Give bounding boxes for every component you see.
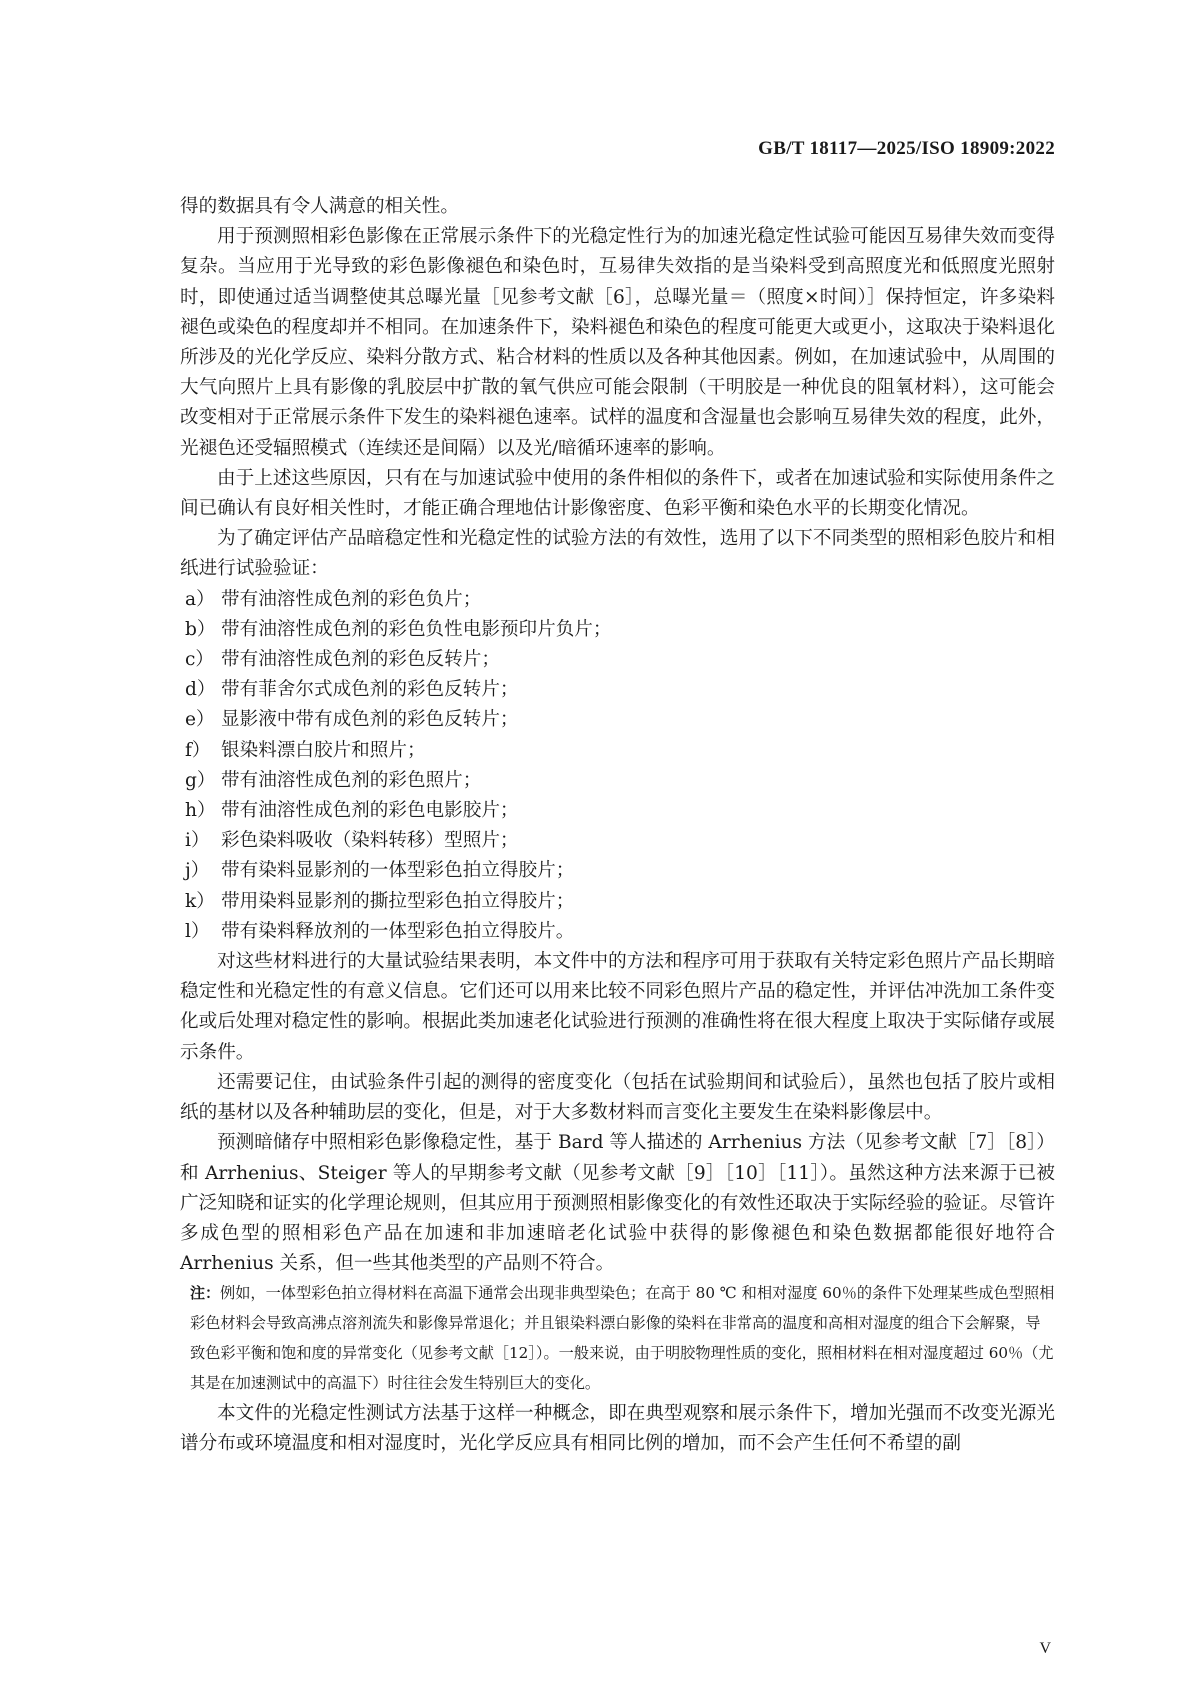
paragraph-density-change: 还需要记住，由试验条件引起的测得的密度变化（包括在试验期间和试验后），虽然也包括了胶片或相纸的基材以及各种辅助层的变化，但是，对于大多数材料而言变化主要发生在染料影像层中。	[180, 1071, 1055, 1124]
list-item-label: f）	[185, 739, 211, 761]
list-item	[180, 766, 1055, 796]
list-item	[180, 826, 1055, 856]
list-item	[180, 856, 1055, 886]
list-item-text: 带用染料显影剂的撕拉型彩色拍立得胶片；	[221, 890, 575, 912]
list-item-text: 带有油溶性成色剂的彩色反转片；	[221, 649, 500, 671]
list-item-label: l）	[185, 920, 210, 942]
list-item-text: 带有油溶性成色剂的彩色照片；	[221, 769, 482, 791]
list-item-text: 彩色染料吸收（染料转移）型照片；	[221, 830, 519, 852]
list-item-label: d）	[185, 679, 216, 701]
material-list	[180, 585, 1055, 947]
list-item-text: 带有油溶性成色剂的彩色电影胶片；	[221, 800, 519, 822]
list-item	[180, 705, 1055, 735]
paragraph-arrhenius: 预测暗储存中照相彩色影像稳定性，基于 Bard 等人描述的 Arrhenius 方法（见参考文献［7］［8］）和 Arrhenius、Steiger 等人的早期参考文献（见参考文献［9］［10］［11］）。虽然这种方法来源于已被广泛知晓和证实的化学理论规则，但其应用于预测照相影像变化的有效性还取决于实际经验的验证。尽管许多成色型的照相彩色产品在加速和非加速暗老化试验中获得的影像褪色和染色数据都能很好地符合 Arrhenius 关系，但一些其他类型的产品则不符合。	[180, 1132, 1055, 1275]
list-item-label: j）	[185, 860, 210, 882]
list-item-text: 带有染料显影剂的一体型彩色拍立得胶片；	[221, 860, 575, 882]
note-text: 例如，一体型彩色拍立得材料在高温下通常会出现非典型染色；在高于 80 ℃ 和相对湿度 60％的条件下处理某些成色型照相彩色材料会导致高沸点溶剂流失和影像异常退化；并且银染料漂白影像的染料在非常高的温度和高相对湿度的组合下会解聚，导致色彩平衡和饱和度的异常变化（见参考文献［12］）。一般来说，由于明胶物理性质的变化，照相材料在相对湿度超过 60％（尤其是在加速测试中的高温下）时往往会发生特别巨大的变化。	[190, 1284, 1055, 1392]
list-item-text: 银染料漂白胶片和照片；	[221, 739, 426, 761]
list-item-label: h）	[185, 800, 216, 822]
paragraph-test-results: 对这些材料进行的大量试验结果表明，本文件中的方法和程序可用于获取有关特定彩色照片产品长期暗稳定性和光稳定性的有意义信息。它们还可以用来比较不同彩色照片产品的稳定性，并评估冲洗加工条件变化或后处理对稳定性的影响。根据此类加速老化试验进行预测的准确性将在很大程度上取决于实际储存或展示条件。	[180, 951, 1055, 1063]
list-item-label: c）	[185, 649, 215, 671]
list-item-label: i）	[185, 830, 210, 852]
paragraph-continuation: 得的数据具有令人满意的相关性。	[180, 196, 459, 217]
paragraph-light-stability-method: 本文件的光稳定性测试方法基于这样一种概念，即在典型观察和展示条件下，增加光强而不改变光源光谱分布或环境温度和相对湿度时，光化学反应具有相同比例的增加，而不会产生任何不希望的副	[180, 1402, 1055, 1454]
list-item-text: 显影液中带有成色剂的彩色反转片；	[221, 709, 519, 731]
note-block	[190, 1279, 1055, 1398]
list-item	[180, 887, 1055, 917]
list-item	[180, 736, 1055, 766]
note-label: 注：	[190, 1284, 221, 1303]
list-item	[180, 585, 1055, 615]
paragraph-reciprocity-failure: 用于预测照相彩色影像在正常展示条件下的光稳定性行为的加速光稳定性试验可能因互易律失效而变得复杂。当应用于光导致的彩色影像褪色和染色时，互易律失效指的是当染料受到高照度光和低照度光照射时，即使通过适当调整使其总曝光量［见参考文献［6］，总曝光量＝（照度×时间）］保持恒定，许多染料褪色或染色的程度却并不相同。在加速条件下，染料褪色和染色的程度可能更大或更小，这取决于染料退化所涉及的光化学反应、染料分散方式、粘合材料的性质以及各种其他因素。例如，在加速试验中，从周围的大气向照片上具有影像的乳胶层中扩散的氧气供应可能会限制（干明胶是一种优良的阻氧材料），这可能会改变相对于正常展示条件下发生的染料褪色速率。试样的温度和含湿量也会影响互易律失效的程度，此外，光褪色还受辐照模式（连续还是间隔）以及光/暗循环速率的影响。	[180, 226, 1055, 459]
list-item-text: 带有油溶性成色剂的彩色负性电影预印片负片；	[221, 618, 612, 640]
list-item-label: a）	[185, 588, 215, 610]
list-item	[180, 796, 1055, 826]
list-item	[180, 615, 1055, 645]
list-item-label: b）	[185, 618, 216, 640]
list-item-label: g）	[185, 769, 216, 791]
list-item-text: 带有染料释放剂的一体型彩色拍立得胶片。	[221, 920, 575, 942]
paragraph-reasons: 由于上述这些原因，只有在与加速试验中使用的条件相似的条件下，或者在加速试验和实际使用条件之间已确认有良好相关性时，才能正确合理地估计影像密度、色彩平衡和染色水平的长期变化情况。	[180, 467, 1055, 520]
document-id-header: GB/T 18117—2025/ISO 18909:2022	[758, 138, 1055, 159]
page-number: V	[1039, 1640, 1051, 1657]
list-item-label: e）	[185, 709, 215, 731]
page-body	[180, 192, 1055, 1459]
list-item-label: k）	[185, 890, 215, 912]
list-item-text: 带有菲舍尔式成色剂的彩色反转片；	[221, 679, 519, 701]
list-item-text: 带有油溶性成色剂的彩色负片；	[221, 588, 482, 610]
list-item	[180, 675, 1055, 705]
paragraph-validation-intro: 为了确定评估产品暗稳定性和光稳定性的试验方法的有效性，选用了以下不同类型的照相彩色胶片和相纸进行试验验证：	[180, 528, 1055, 580]
list-item	[180, 917, 1055, 947]
list-item	[180, 645, 1055, 675]
